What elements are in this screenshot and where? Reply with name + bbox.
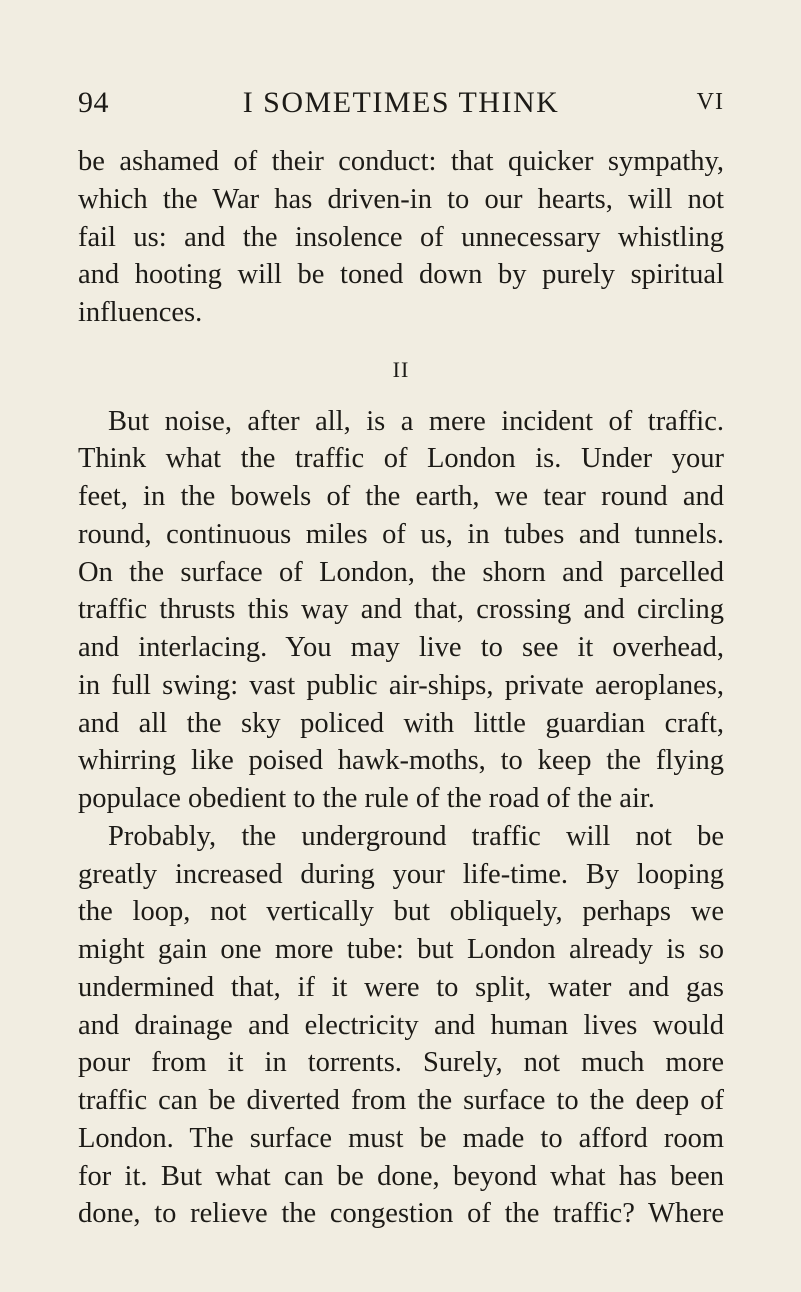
chapter-numeral: VI <box>696 89 724 115</box>
text-line: in full swing: vast public air-ships, private aeroplanes, <box>78 669 724 701</box>
paragraph <box>78 403 724 818</box>
paragraph <box>78 818 724 1233</box>
text-line: influences. <box>78 297 203 328</box>
text-line: round, continuous miles of us, in tubes and tunnels. <box>78 518 724 550</box>
text-line: whirring like poised hawk-moths, to keep the flying <box>78 745 724 777</box>
text-line: fail us: and the insolence of unnecessary whistling <box>78 221 724 253</box>
text-line: feet, in the bowels of the earth, we tear round and <box>78 481 724 512</box>
text-line: and all the sky policed with little guardian craft, <box>78 707 724 739</box>
text-line: populace obedient to the rule of the road of the air. <box>78 783 655 814</box>
text-line: traffic can be diverted from the surface to the deep of <box>78 1085 724 1116</box>
paragraph-continued <box>78 143 724 332</box>
text-line: the loop, not vertically but obliquely, perhaps we <box>78 896 724 928</box>
text-line: might gain one more tube: but London already is so <box>78 934 724 965</box>
running-title: I SOMETIMES THINK <box>242 86 560 119</box>
running-head <box>78 86 724 126</box>
text-line: and drainage and electricity and human lives would <box>78 1009 724 1041</box>
text-line: London. The surface must be made to afford room <box>78 1122 724 1154</box>
text-line: Probably, the underground traffic will not be <box>108 820 724 852</box>
text-line: undermined that, if it were to split, water and gas <box>78 971 724 1003</box>
text-line: Think what the traffic of London is. Under your <box>78 443 724 475</box>
text-line: and interlacing. You may live to see it overhead, <box>78 632 724 663</box>
text-line: traffic thrusts this way and that, crossing and circling <box>78 594 724 626</box>
text-line: pour from it in torrents. Surely, not much more <box>78 1047 724 1079</box>
text-line: greatly increased during your life-time. By looping <box>78 858 724 890</box>
text-line: and hooting will be toned down by purely spiritual <box>78 259 724 291</box>
section-numeral: II <box>392 356 410 382</box>
text-line: for it. But what can be done, beyond what has been <box>78 1160 724 1192</box>
text-line: be ashamed of their conduct: that quicker sympathy, <box>78 146 724 177</box>
body-text <box>78 143 724 1233</box>
text-line: which the War has driven-in to our hearts, will not <box>78 183 724 215</box>
text-line: But noise, after all, is a mere incident of traffic. <box>108 405 724 437</box>
text-line: done, to relieve the congestion of the traffic? Where <box>78 1198 724 1230</box>
page-number: 94 <box>78 86 109 119</box>
text-line: On the surface of London, the shorn and parcelled <box>78 556 724 588</box>
